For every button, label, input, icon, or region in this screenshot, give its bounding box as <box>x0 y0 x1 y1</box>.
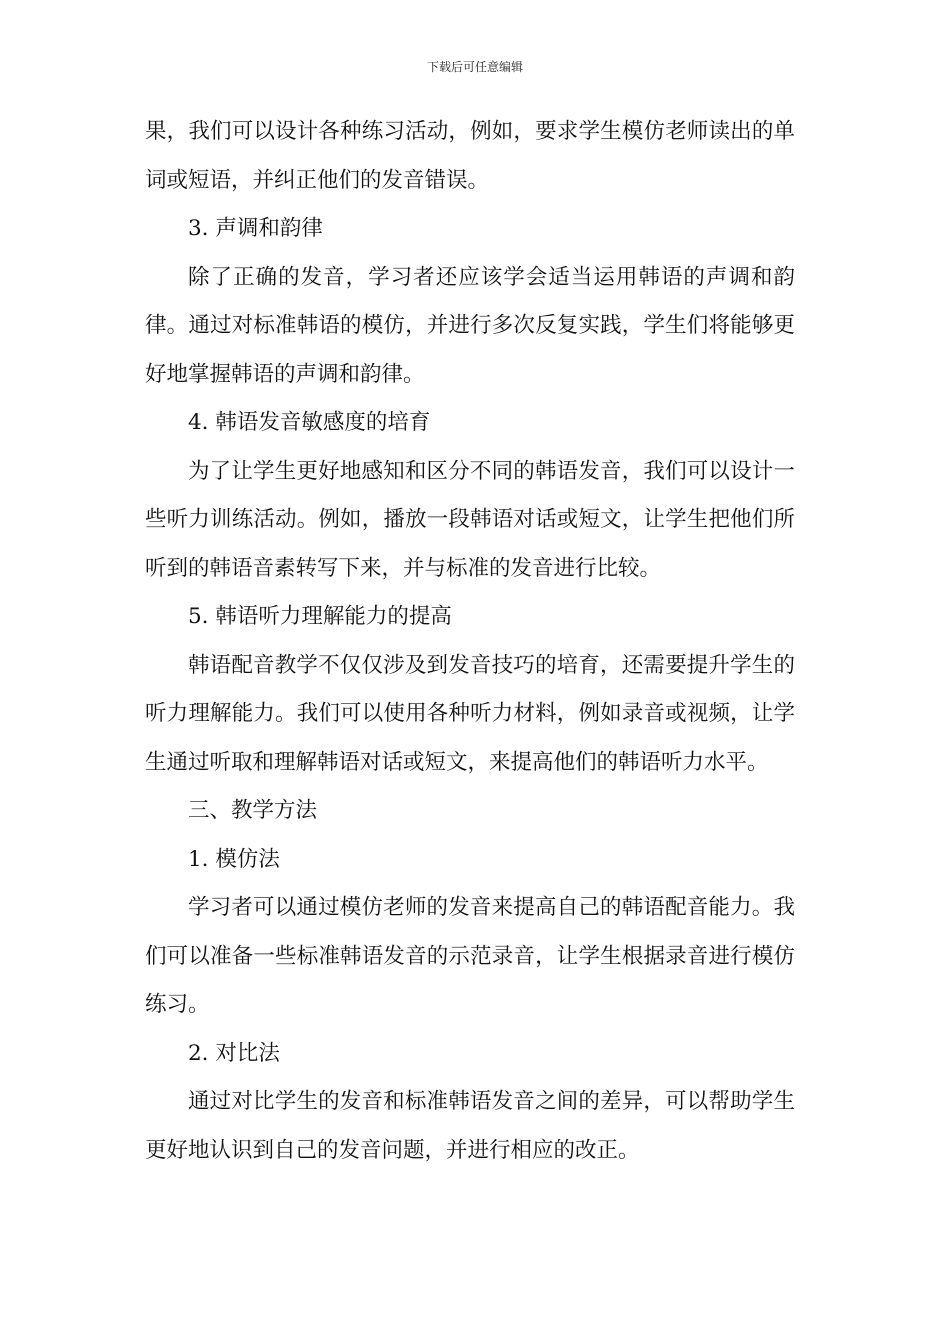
paragraph-imitation: 学习者可以通过模仿老师的发音来提高自己的韩语配音能力。我们可以准备一些标准韩语发音的示范录音，让学生根据录音进行模仿练习。 <box>145 895 795 1017</box>
section-heading-comparison: 2. 对比法 <box>188 1040 280 1066</box>
section-heading-tone-rhythm: 3. 声调和韵律 <box>188 216 323 241</box>
document-body <box>145 108 795 1175</box>
paragraph-sensitivity: 为了让学生更好地感知和区分不同的韩语发音，我们可以设计一些听力训练活动。例如，播放一段韩语对话或短文，让学生把他们所听到的韩语音素转写下来，并与标准的发音进行比较。 <box>145 458 795 581</box>
section-heading-sensitivity: 4. 韩语发音敏感度的培育 <box>188 410 431 435</box>
page-header-note: 下载后可任意编辑 <box>426 60 523 74</box>
paragraph-continuation: 果，我们可以设计各种练习活动，例如，要求学生模仿老师读出的单词或短语，并纠正他们的发音错误。 <box>145 119 795 193</box>
section-heading-imitation: 1. 模仿法 <box>188 846 280 872</box>
paragraph-listening: 韩语配音教学不仅仅涉及到发音技巧的培育，还需要提升学生的听力理解能力。我们可以使用各种听力材料，例如录音或视频，让学生通过听取和理解韩语对话或短文，来提高他们的韩语听力水平。 <box>145 652 795 775</box>
paragraph-comparison: 通过对比学生的发音和标准韩语发音之间的差异，可以帮助学生更好地认识到自己的发音问题，并进行相应的改正。 <box>145 1089 795 1163</box>
chapter-heading-teaching-methods: 三、教学方法 <box>188 798 318 823</box>
paragraph-tone-rhythm: 除了正确的发音，学习者还应该学会适当运用韩语的声调和韵律。通过对标准韩语的模仿，并进行多次反复实践，学生们将能够更好地掌握韩语的声调和韵律。 <box>145 264 795 387</box>
section-heading-listening: 5. 韩语听力理解能力的提高 <box>188 604 452 629</box>
